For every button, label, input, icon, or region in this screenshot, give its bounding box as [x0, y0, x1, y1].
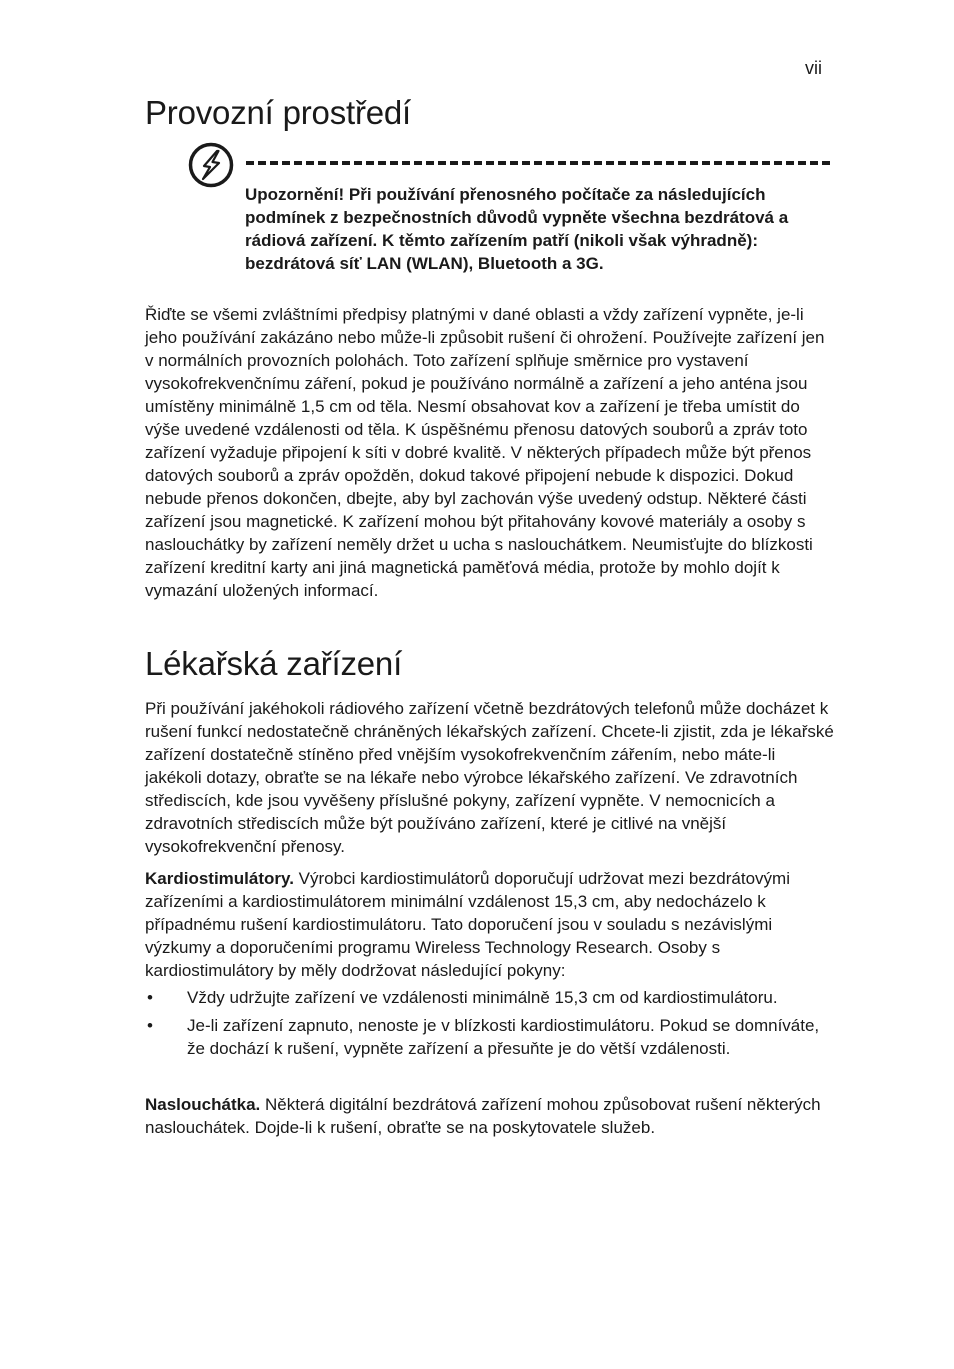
hearing-aids-text: Některá digitální bezdrátová zařízení mohou způsobovat rušení některých naslouchátek. Dojde-li k rušení, obraťte se na poskytovatele služeb. — [145, 1095, 821, 1137]
pacemakers-label: Kardiostimulátory. — [145, 869, 294, 888]
warning-divider — [246, 161, 830, 165]
pacemakers-paragraph — [145, 867, 835, 982]
pacemakers-text: Výrobci kardiostimulátorů doporučují udržovat mezi bezdrátovými zařízeními a kardiostimulátorem minimální vzdálenost 15,3 cm, aby nedocházelo k případnému rušení kardiostimulátoru. Tato doporučení jsou v souladu s nezávislými výzkumy a doporučeními programu Wireless Technology Research. Osoby s kardiostimulátory by měly dodržovat následující pokyny: — [145, 869, 790, 980]
list-item-text: Je-li zařízení zapnuto, nenoste je v blízkosti kardiostimulátoru. Pokud se domníváte, že dochází k rušení, vypněte zařízení a přesuňte je do větší vzdálenosti. — [187, 1016, 820, 1058]
section-title-medical-devices: Lékařská zařízení — [145, 645, 403, 682]
list-item-text: Vždy udržujte zařízení ve vzdálenosti minimálně 15,3 cm od kardiostimulátoru. — [187, 988, 778, 1007]
operating-environment-paragraph: Řiďte se všemi zvláštními předpisy platnými v dané oblasti a vždy zařízení vypněte, je-li jeho používání zakázáno nebo může-li způsobit rušení či ohrožení. Používejte zařízení jen v normálních provozních polohách. Toto zařízení splňuje směrnice pro vystavení vysokofrekvenčnímu záření, pokud je používáno normálně a zařízení a jeho anténa jsou umístěny minimálně 1,5 cm od těla. Nesmí obsahovat kov a zařízení je třeba umístit do výše uvedené vzdálenosti od těla. K úspěšnému přenosu datových souborů a zpráv toto zařízení vyžaduje připojení k síti v dobré kvalitě. V některých případech může být přenos datových souborů a zpráv opožděn, dokud takové připojení nebude k dispozici. Dokud nebude přenos dokončen, dbejte, aby byl zachován výše uvedený odstup. Některé části zařízení jsou magnetické. K zařízení mohou být přitahovány kovové materiály a osoby s naslouchátky by zařízení neměly držet u ucha s naslouchátkem. Neumisťujte do blízkosti zařízení kreditní karty ani jiná magnetická paměťová média, protože by mohlo dojít k vymazání uložených informací. — [145, 305, 825, 600]
list-item — [145, 1014, 835, 1060]
hearing-aids-label: Naslouchátka. — [145, 1095, 261, 1114]
section-title-operating-environment: Provozní prostředí — [145, 94, 412, 131]
hearing-aids-paragraph — [145, 1093, 835, 1139]
bullet-icon: • — [147, 1016, 153, 1035]
warning-text: Upozornění! Při používání přenosného počítače za následujících podmínek z bezpečnostních důvodů vypněte všechna bezdrátová a rádiová zařízení. K těmto zařízením patří (nikoli však výhradně): bezdrátová síť LAN (WLAN), Bluetooth a 3G. — [245, 185, 789, 273]
bullet-icon: • — [147, 988, 153, 1007]
list-item — [145, 986, 835, 1009]
pacemaker-guidelines-list — [145, 986, 835, 1065]
page-number: vii — [805, 58, 822, 78]
lightning-warning-icon — [188, 142, 234, 188]
medical-devices-paragraph: Při používání jakéhokoli rádiového zařízení včetně bezdrátových telefonů může docházet k rušení funkcí nedostatečně chráněných lékařských zařízení. Chcete-li zjistit, zda je lékařské zařízení dostatečně stíněno před vnějším vysokofrekvenčním zářením, nebo máte-li jakékoli dotazy, obraťte se na lékaře nebo výrobce lékařského zařízení. Ve zdravotních střediscích, kde jsou vyvěšeny příslušné pokyny, zařízení vypněte. V nemocnicích a zdravotních střediscích může být používáno zařízení, které je citlivé na vnější vysokofrekvenční přenosy. — [145, 699, 834, 856]
